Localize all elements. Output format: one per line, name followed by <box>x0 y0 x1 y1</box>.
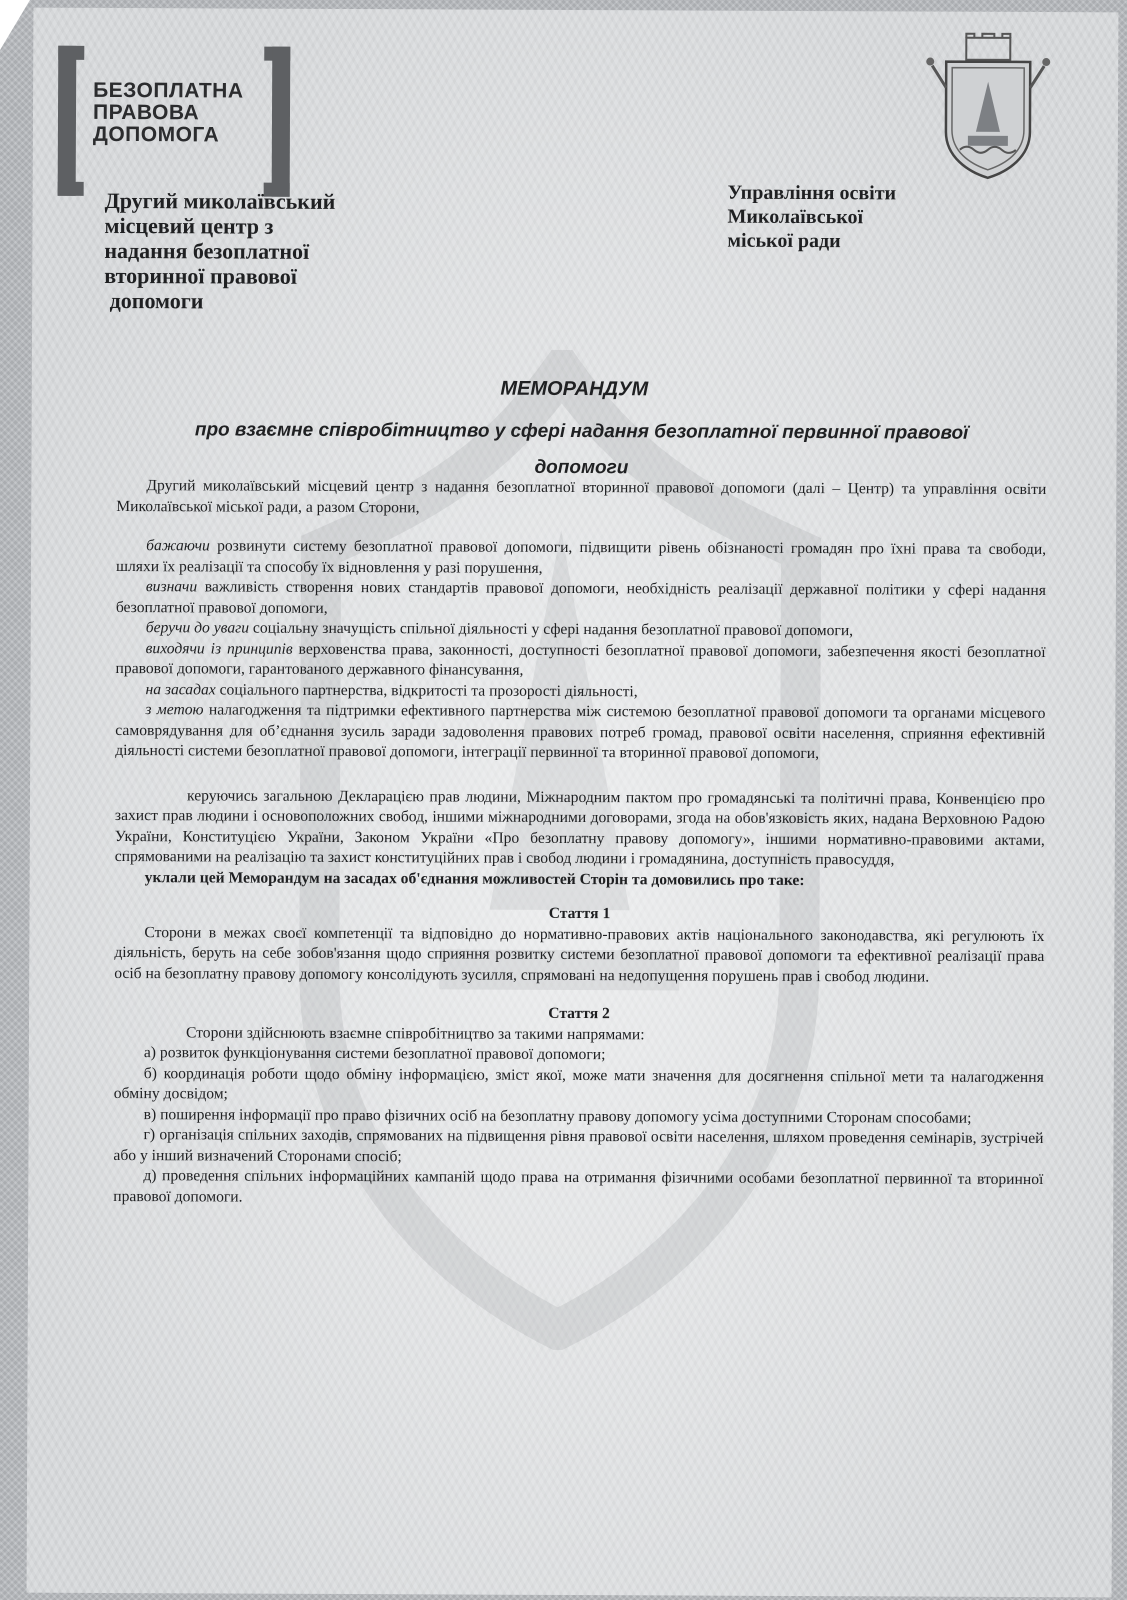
logo-line: ДОПОМОГА <box>92 122 220 147</box>
clause-text: важливість створення нових стандартів правової допомоги, необхідність реалізації державної політики у сфері надання безоплатної правової допомоги, <box>115 578 1046 617</box>
clause-paragraph <box>116 536 1046 581</box>
org-left-line: Другий миколаївський <box>104 187 336 214</box>
page-corner-fold <box>0 0 30 50</box>
clause-text: верховенства права, законності, доступності безоплатної правової допомоги, забезпечення якості безоплатної правової допомоги, гарантованого державного фінансування, <box>115 640 1046 679</box>
article-1-heading: Стаття 1 <box>548 904 611 923</box>
document-page <box>27 8 1119 1598</box>
clause-lead: з метою <box>145 701 204 719</box>
clause-paragraph <box>116 577 1046 622</box>
article-2-heading: Стаття 2 <box>548 1004 610 1023</box>
concluded-paragraph: уклали цей Меморандум на засадах об'єднання можливостей Сторін та домовились про таке: <box>144 868 805 889</box>
clause-lead: визначи <box>145 578 198 596</box>
org-right-line: Управління освіти <box>727 181 897 205</box>
intro-paragraph: Другий миколаївський місцевий центр з надання безоплатної вторинної правової допомоги (далі – Центр) та управління освіти Миколаївської міської ради, а разом Сторони, <box>116 477 1047 516</box>
clause-text: розвинути систему безоплатної правової допомоги, підвищити рівень обізнаності громадян про їхні права та свободи, шляхи їх реалізації та способу їх відновлення у разі порушення, <box>115 537 1047 577</box>
clause-paragraph <box>115 700 1045 766</box>
org-left-line: надання безоплатної <box>104 237 310 264</box>
org-left-line: місцевий центр з <box>104 212 274 239</box>
guided-paragraph: керуючись загальною Декларацією прав людини, Міжнародним пактом про громадянські та політичні права, Конвенцією про захист прав людини і основоположних свобод, іншими міжнародними договорами, згода на обов'язковість яких, надана Верховною Радою України, Конституцією України, Законом України «Про безоплатну правову допомогу», іншими нормативно-правовими актами, спрямованими на реалізацію та захист конституційних прав і свобод людини і громадянина, доступність правосуддя, <box>114 786 1046 869</box>
article-1-text: Сторони в межах своєї компетенції та відповідно до нормативно-правових актів національного законодавства, які регулюють їх діяльність, беруть на себе зобов'язання щодо сприяння розвитку системи безоплатної правової допомоги та ефективної реалізації права осіб на безоплатну правову допомогу консолідують зусилля, спрямовані на недопущення порушень прав і свобод людини. <box>114 923 1045 986</box>
clause-paragraph <box>116 639 1046 684</box>
subtitle-line-2: допомоги <box>534 456 629 479</box>
logo-bracket-left <box>58 46 85 196</box>
clause-lead: виходячи із принципів <box>145 639 293 658</box>
org-left-line: допомоги <box>104 287 204 314</box>
clause-lead: беручи до уваги <box>145 619 250 637</box>
logo-line: БЕЗОПЛАТНА <box>93 78 244 103</box>
article-2-item: г) організація спільних заходів, спрямованих на підвищення рівня правової освіти населення, шляхом проведення семінарів, зустрічей або у інший визначений Сторонами спосіб; <box>113 1126 1044 1165</box>
clause-text: соціального партнерства, відкритості та прозорості діяльності, <box>215 680 638 700</box>
document-title: МЕМОРАНДУМ <box>500 377 649 401</box>
article-2-item: а) розвиток функціонування системи безоплатної правової допомоги; <box>143 1044 606 1064</box>
article-2-item: в) поширення інформації про право фізичних осіб на безоплатну правову допомогу усіма доступними Сторонам способами; <box>143 1105 972 1127</box>
org-right-line: Миколаївської <box>727 205 864 229</box>
org-left-name <box>104 188 405 314</box>
org-right-line: міської ради <box>727 229 841 253</box>
clause-text: соціальну значущість спільної діяльності у сфері надання безоплатної правової допомоги, <box>248 619 854 640</box>
logo-text <box>93 80 273 147</box>
article-2-intro: Сторони здійснюють взаємне співробітництво за такими напрямами: <box>185 1023 645 1043</box>
subtitle-line-1: про взаємне співробітництво у сфері надання безоплатної первинної правової <box>194 419 969 444</box>
legal-aid-logo <box>58 46 291 197</box>
document-body <box>113 476 1046 1211</box>
clause-lead: бажаючи <box>146 537 210 555</box>
clause-lead: на засадах <box>145 680 216 698</box>
article-2-item: б) координація роботи щодо обміну інформацією, зміст якої, може мати значення для досягнення спільної мети та налагодження обміну досвідом; <box>113 1064 1044 1103</box>
org-right-name <box>727 181 987 254</box>
city-coat-of-arms-icon <box>918 32 1059 183</box>
clause-text: налагодження та підтримки ефективного партнерства між системою безоплатної правової допомоги та органами місцевого самоврядування для об’єднання зусиль заради задоволення правових потреб громад, правової освіти населення, сприяння ефективній діяльності системи безоплатної правової допомоги, інтеграції первинної та вторинної правової допомоги, <box>115 701 1046 763</box>
logo-line: ПРАВОВА <box>92 100 200 125</box>
org-left-line: вторинної правової <box>104 262 298 289</box>
article-2-item: д) проведення спільних інформаційних кампаній щодо права на отримання фізичними особами безоплатної первинної та вторинної правової допомоги. <box>113 1167 1044 1206</box>
